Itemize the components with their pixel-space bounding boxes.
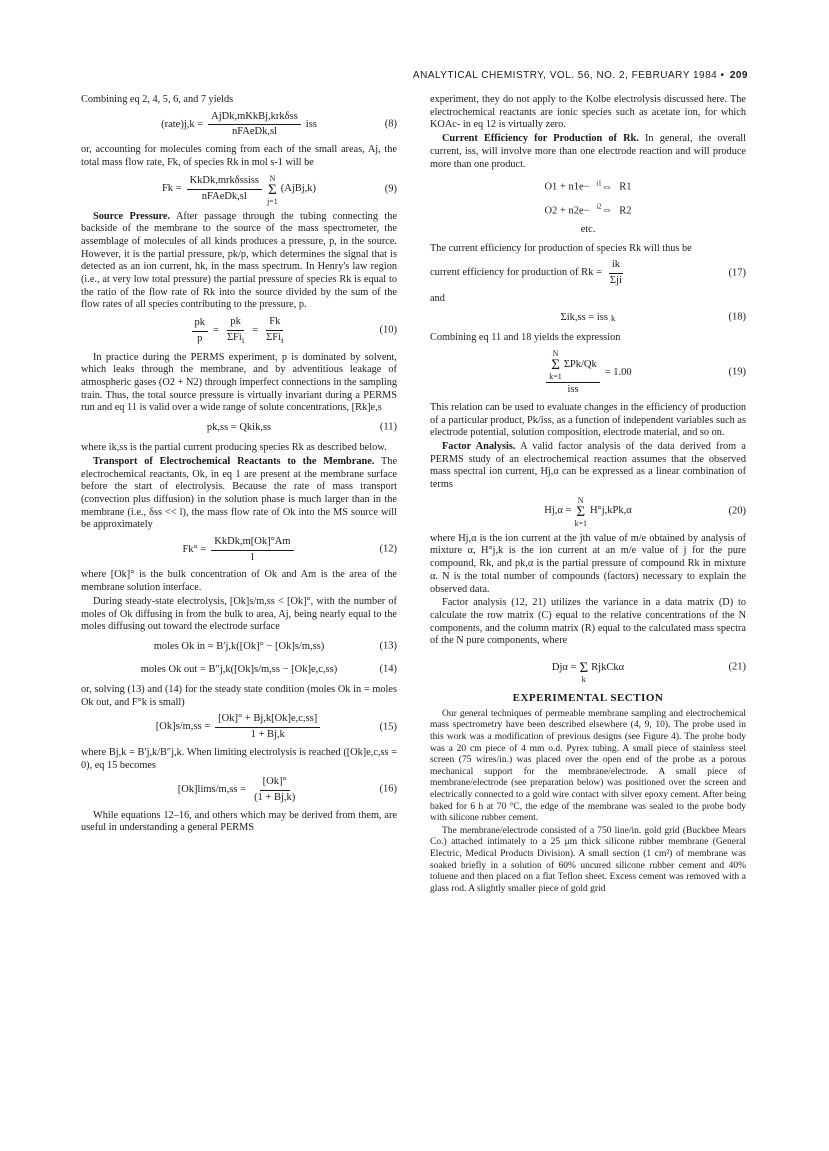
equation-number: (19) (728, 366, 746, 378)
paragraph: Factor Analysis. A valid factor analysis of the data derived from a PERMS study of an electrochemical reaction assumes that the observed mass spectral ion current, Hj,α can be expressed as a linear combination of terms (430, 440, 746, 491)
equation-number: (17) (728, 267, 746, 279)
equation-21: Djα = Σ k RjkCkα (21) (430, 652, 746, 684)
equation-number: (21) (728, 661, 746, 673)
equation-number: (15) (379, 721, 397, 733)
paragraph: Transport of Electrochemical Reactants to the Membrane. The electrochemical reactants, Ok, in eq 1 are present at the membrane surface before the start of electrolysis. Because the rate of mass transport (convection plus diffusion) in the solution phase is much larger than in the membrane (i.e., δss << l), the mass flow rate of Ok into the MS source will be approximately (81, 455, 398, 531)
paragraph: In practice during the PERMS experiment, p is dominated by solvent, which leaks through the membrane, and by adventitious leakage of atmospheric gases (O2 + N2) through imperfect connections in the sampling train. Thus, the total source pressure is virtually invariant during a PERMS run and eq 11 is valid over a wide range of solute concentrations, [Rk]e,s (81, 351, 397, 414)
equation-number: (8) (384, 118, 397, 130)
page-number: 209 (729, 70, 748, 81)
paragraph: Combining eq 11 and 18 yields the expression (430, 332, 621, 344)
equation-number: (14) (379, 663, 397, 675)
paragraph: or, solving (13) and (14) for the steady state condition (moles Ok in = moles Ok out, and F°k is small) (81, 684, 397, 708)
paragraph: where Hj,α is the ion current at the jth value of m/e obtained by analysis of mixture α, H°j,k is the ion current at an m/e value of j for the pure compound, Rk, and pk,α is the partial pressure of compound Rk in mixture α. N is the total number of compounds (factors) necessary to explain the observed data. (430, 532, 746, 595)
paragraph: and (430, 292, 445, 304)
section-heading: EXPERIMENTAL SECTION (512, 692, 664, 705)
summation-symbol: N Σ j=1 (267, 173, 278, 206)
paragraph: This relation can be used to evaluate changes in the efficiency of production of a particular product, Pk/iss, as a function of independent variables such as electrode potential, solution composition, electrode material, and so on. (430, 401, 746, 439)
run-in-heading: Transport of Electrochemical Reactants to the Membrane. (93, 455, 375, 467)
equation-15: [Ok]s/m,ss = $\frac{[Ok]^\circ + Bj,k[Ok]e,c,ss]}{1 + Bj,k}$ (15) (155, 713, 397, 741)
reaction-1: O1 + n1e− $^{i1}$⇔ R1 (544, 179, 632, 193)
paragraph: Factor analysis (12, 21) utilizes the variance in a data matrix (D) to calculate the row matrix (C) equal to the relative concentrations of the N components, and the column matrix (R) equal to the calculated mass spectra of the N pure components, where (430, 597, 746, 647)
equation-10: $\frac{pk}{p}$ = $\frac{pk}{\Sigma Fi_i}$ = $\frac{Fk}{\Sigma Fi_i}$ (10) (81, 316, 397, 347)
paragraph: where ik,ss is the partial current producing species Rk as described below. (81, 442, 387, 454)
paragraph: experiment, they do not apply to the Kolbe electrolysis discussed here. The electrochemical reactants are ionic species such as acetate ion, for which KOAc- in eq 12 is virtually zero. (430, 94, 746, 131)
equation-16: [Ok]lims/m,ss = $\frac{[Ok]^\circ}{(1 + Bj,k)}$ (16) (177, 776, 397, 803)
equation-number: (20) (728, 505, 746, 517)
paragraph: Current Efficiency for Production of Rk. In general, the overall current, iss, will involve more than one electrode reaction and will produce more than one product. (430, 133, 747, 170)
paragraph: where Bj,k = B′j,k/B″j,k. When limiting electrolysis is reached ([Ok]e,c,ss = 0), eq 15 becomes (81, 746, 397, 771)
paragraph: While equations 12–16, and others which may be derived from them, are useful in understanding a general PERMS (81, 809, 397, 834)
equation-number: (13) (379, 640, 397, 652)
summation-symbol: N Σ k=1 (549, 349, 562, 382)
paragraph: The membrane/electrode consisted of a 750 line/in. gold grid (Buckbee Mears Co.) attached intimately to a 25 μm thick silicone rubber membrane (General Electric, Medical Products Division). A small section (1 cm²) of membrane was soaked briefly in a solution of 60% uncured silicone rubber cement and 40% toluene and then placed on a flat Teflon sheet. Excess cement was removed with a glass rod. A slightly smaller piece of gold grid (430, 825, 746, 894)
paragraph: The current efficiency for production of species Rk will thus be (430, 242, 692, 254)
equation-11: pk,ss = Qkik,ss (11) (206, 421, 397, 433)
paragraph: Our general techniques of permeable membrane sampling and electrochemical mass spectrometry have been described elsewhere (4, 9, 10). The probe used in this work was a modification of previous designs (see Figure 4). The probe body was a 20 cm piece of 4 mm o.d. Pyrex tubing. A small piece of stainless steel screen (75 wires/in.) was placed over the open end of the probe as a porous mechanical support for the membrane/electrode. A small piece of membrane/electrode (see preparation below) was positioned over the screen and electrically connected to a gold wire contact with silver epoxy cement. After being baked for 6 h at 70 °C, the edge of the membrane was sealed to the probe body with silicone rubber cement. (430, 708, 746, 824)
equation-number: (10) (379, 325, 397, 337)
equation-12: Fk° = $\frac{\text{KkDk,m[Ok]°Am}}{l}$ (12) (182, 536, 397, 563)
reaction-2: O2 + n2e− $^{i2}$⇔ R2 (544, 202, 632, 217)
paragraph: or, accounting for molecules coming from each of the small areas, Aj, the total mass flow rate, Fk, of species Rk in mol s-1 will be (81, 144, 397, 168)
journal-citation: ANALYTICAL CHEMISTRY, VOL. 56, NO. 2, FEBRUARY 1984 (412, 70, 718, 81)
equation-number: (9) (384, 183, 397, 195)
summation-symbol: N Σ k=1 (574, 495, 587, 528)
paragraph: Combining eq 2, 4, 5, 6, and 7 yields (81, 94, 234, 105)
equation-number: (16) (379, 784, 397, 796)
summation-symbol: Σ k (579, 660, 589, 685)
equation-number: (12) (379, 543, 397, 555)
run-in-heading: Factor Analysis. (442, 440, 516, 452)
equation-number: (11) (379, 421, 397, 433)
running-header: ANALYTICAL CHEMISTRY, VOL. 56, NO. 2, FEBRUARY 1984 • 209 (412, 70, 748, 81)
run-in-heading: Source Pressure. (93, 210, 171, 222)
equation-20: Hj,α = N Σ k=1 H°j,kPk,α (20) (544, 495, 746, 528)
etc-label: etc. (580, 223, 596, 235)
equation-number: (18) (728, 312, 746, 324)
paragraph: where [Ok]° is the bulk concentration of Ok and Am is the area of the membrane solution interface. (81, 569, 397, 594)
equation-8: (rate)j,k = $\frac{\text{AjDk,mKkBj,krkδss}}{\text{nFAeDk,sl}}$ iss (8) (161, 110, 397, 138)
equation-19: N Σ k=1 ΣPk/Qk iss = 1.00 (19) (430, 349, 746, 397)
equation-18: Σik,ss = iss k (18) (560, 312, 746, 324)
run-in-heading: Current Efficiency for Production of Rk. (442, 133, 639, 145)
equation-9: Fk = $\frac{\text{KkDk,mrkδssiss}}{\text{nFAeDk,sl}}$ N Σ j=1 (AjBj,k) (9) (161, 173, 397, 206)
paragraph: During steady-state electrolysis, [Ok]s/m,ss < [Ok]°, with the number of moles of Ok diffusing in from the bulk to area, Aj, being nearly equal to the moles diffusing out toward the electrode surface (81, 595, 397, 633)
paragraph: Source Pressure. After passage through the tubing connecting the backside of the membrane to the source of the mass spectrometer, the assemblage of molecules of all kinds produces a pressure, p, in the source. However, it is the partial pressure, pk/p, which determines the signal that is detected as an ion current, hk, in the mass spectrum. In Henry's law region (i.e., at very low total pressure) the partial pressure of species Rk is equal to the ratio of the flow rate of Rk into the source divided by the sum of the flow rates of all species contributing to the pressure, p. (81, 210, 397, 311)
left-column (81, 94, 397, 836)
right-column (430, 94, 746, 896)
equation-17: current efficiency for production of Rk = $\frac{ik}{\text{Σji}}$ (17) (430, 259, 746, 287)
equation-14: moles Ok out = B″j,k([Ok]s/m,ss − [Ok]e,c,ss) (14) (140, 663, 397, 675)
equation-13: moles Ok in = B′j,k([Ok]° − [Ok]s/m,ss) (13) (153, 640, 397, 652)
